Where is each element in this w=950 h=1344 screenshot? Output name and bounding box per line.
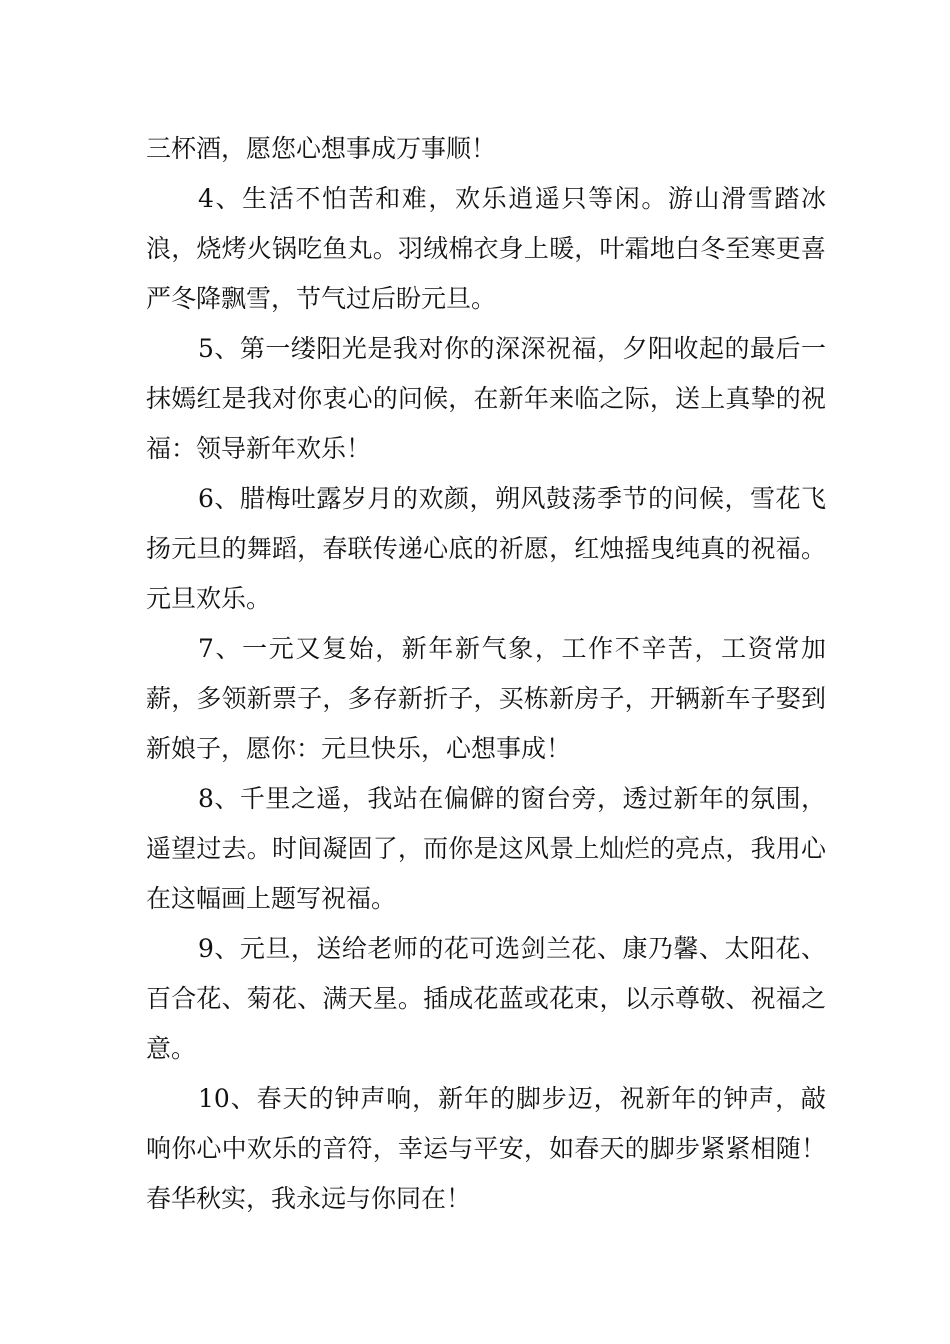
paragraph-item-4: 4、生活不怕苦和难，欢乐逍遥只等闲。游山滑雪踏冰浪，烧烤火锅吃鱼丸。羽绒棉衣身上暖，叶霜地白冬至寒更喜严冬降飘雪，节气过后盼元旦。	[146, 184, 826, 313]
paragraph-item-5: 5、第一缕阳光是我对你的深深祝福，夕阳收起的最后一抹嫣红是我对你衷心的问候，在新年来临之际，送上真挚的祝福：领导新年欢乐！	[146, 334, 826, 463]
paragraph-item-8: 8、千里之遥，我站在偏僻的窗台旁，透过新年的氛围，遥望过去。时间凝固了，而你是这风景上灿烂的亮点，我用心在这幅画上题写祝福。	[146, 784, 826, 913]
document-body	[146, 124, 826, 1224]
paragraph-item-7: 7、一元又复始，新年新气象，工作不辛苦，工资常加薪，多领新票子，多存新折子，买栋新房子，开辆新车子娶到新娘子，愿你：元旦快乐，心想事成！	[146, 634, 826, 763]
paragraph-item-9: 9、元旦，送给老师的花可选剑兰花、康乃馨、太阳花、百合花、菊花、满天星。插成花蓝或花束，以示尊敬、祝福之意。	[146, 934, 826, 1063]
paragraph-item-6: 6、腊梅吐露岁月的欢颜，朔风鼓荡季节的问候，雪花飞扬元旦的舞蹈，春联传递心底的祈愿，红烛摇曳纯真的祝福。元旦欢乐。	[146, 484, 826, 613]
paragraph-continued: 三杯酒，愿您心想事成万事顺！	[146, 134, 497, 163]
paragraph-item-10: 10、春天的钟声响，新年的脚步迈，祝新年的钟声，敲响你心中欢乐的音符，幸运与平安，如春天的脚步紧紧相随！春华秋实，我永远与你同在！	[146, 1084, 826, 1213]
